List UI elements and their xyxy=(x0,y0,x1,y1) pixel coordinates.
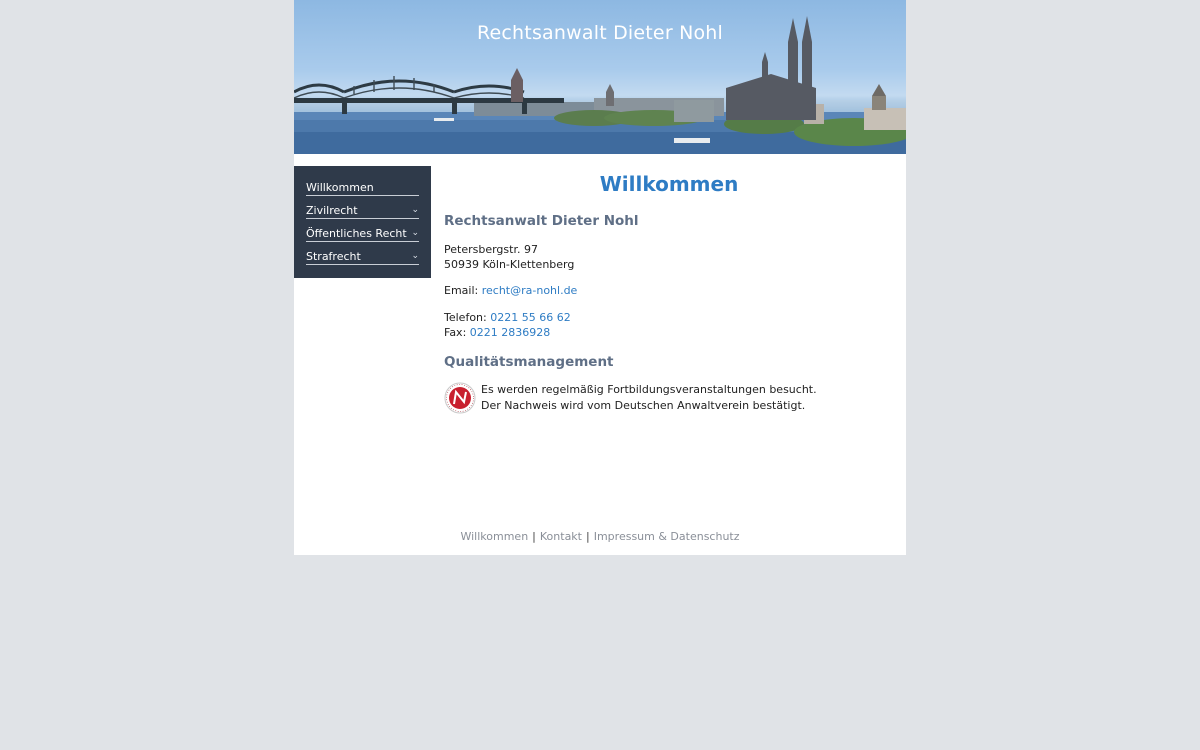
site-title: Rechtsanwalt Dieter Nohl xyxy=(476,22,724,44)
qm-line-2: Der Nachweis wird vom Deutschen Anwaltverein bestätigt. xyxy=(481,398,806,412)
office-heading: Rechtsanwalt Dieter Nohl xyxy=(444,213,639,229)
qm-text xyxy=(481,382,817,413)
phone-link[interactable]: 0221 55 66 62 xyxy=(490,311,571,324)
dav-seal-icon xyxy=(444,382,476,414)
email-label: Email: xyxy=(444,284,479,297)
sidebar-item-zivilrecht[interactable] xyxy=(306,203,419,219)
sidebar-item-strafrecht[interactable] xyxy=(306,249,419,265)
fax-row xyxy=(444,325,550,340)
chevron-down-icon: ⌄ xyxy=(411,251,419,261)
address-city: 50939 Köln-Klettenberg xyxy=(444,258,575,271)
sidebar-nav xyxy=(294,166,431,278)
chevron-down-icon: ⌄ xyxy=(411,205,419,215)
address-street: Petersbergstr. 97 xyxy=(444,243,538,256)
fax-label: Fax: xyxy=(444,326,467,339)
header-banner xyxy=(294,0,906,154)
footer-nav xyxy=(294,530,906,543)
chevron-down-icon: ⌄ xyxy=(411,228,419,238)
footer-link-willkommen[interactable]: Willkommen xyxy=(460,530,529,543)
email-row xyxy=(444,283,577,298)
phone-row xyxy=(444,310,571,325)
page-title: Willkommen xyxy=(599,172,739,196)
fax-link[interactable]: 0221 2836928 xyxy=(469,326,551,339)
email-link[interactable]: recht@ra-nohl.de xyxy=(481,284,578,297)
sidebar-item-oeffentliches-recht[interactable] xyxy=(306,226,419,242)
sidebar-item-label: Öffentliches Recht xyxy=(306,227,407,240)
sidebar-item-label: Willkommen xyxy=(306,181,374,194)
page-container xyxy=(294,0,906,555)
qm-heading: Qualitätsmanagement xyxy=(444,354,614,370)
phone-label: Telefon: xyxy=(444,311,487,324)
footer-separator: | xyxy=(532,530,536,543)
footer-separator: | xyxy=(586,530,590,543)
footer-link-kontakt[interactable]: Kontakt xyxy=(539,530,582,543)
footer-link-impressum[interactable]: Impressum & Datenschutz xyxy=(593,530,740,543)
sidebar-item-label: Zivilrecht xyxy=(306,204,358,217)
sidebar-item-willkommen[interactable] xyxy=(306,180,419,196)
qm-line-1: Es werden regelmäßig Fortbildungsveranstaltungen besucht. xyxy=(481,383,817,396)
sidebar-item-label: Strafrecht xyxy=(306,250,361,263)
